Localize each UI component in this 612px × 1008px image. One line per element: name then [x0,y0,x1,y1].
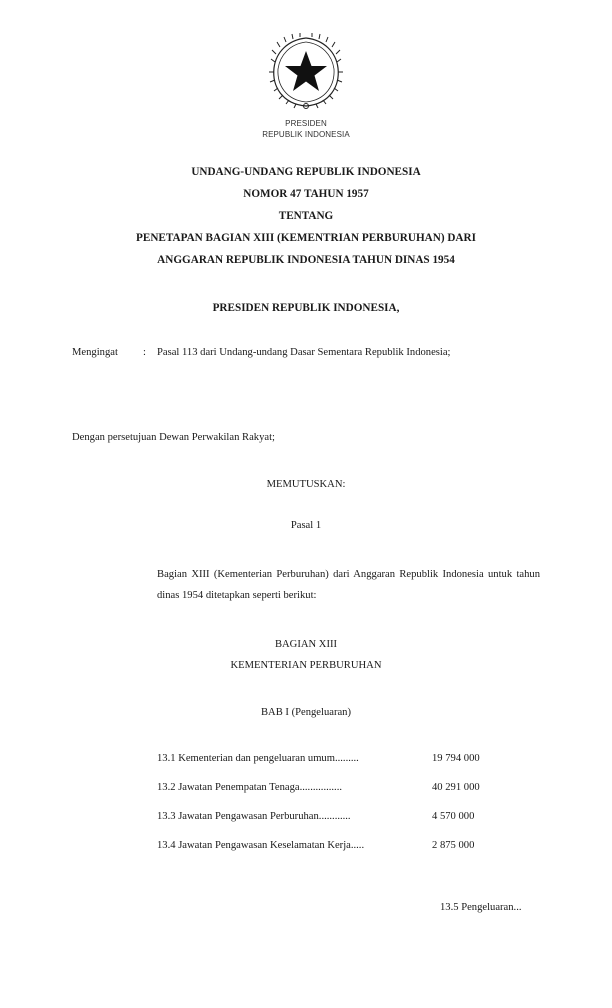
document-tentang: TENTANG [278,210,334,222]
document-number: NOMOR 47 TAHUN 1957 [243,188,369,200]
budget-row-amount: 2 875 000 [432,840,475,851]
bab-heading: BAB I (Pengeluaran) [260,707,352,718]
document-subject-line2: ANGGARAN REPUBLIK INDONESIA TAHUN DINAS 1954 [157,254,455,266]
mengingat-text: Pasal 113 dari Undang-undang Dasar Sementara Republik Indonesia; [157,347,451,358]
emblem-caption-line2: REPUBLIK INDONESIA [262,130,350,139]
pasal-1-text: Bagian XIII (Kementerian Perburuhan) dari Anggaran Republik Indonesia untuk tahun dinas 1954 ditetapkan seperti berikut: [157,569,540,601]
mengingat-colon: : [143,347,146,358]
president-heading: PRESIDEN REPUBLIK INDONESIA, [212,302,400,314]
bagian-heading: BAGIAN XIII [274,639,338,650]
budget-row-amount: 4 570 000 [432,811,475,822]
budget-row [157,811,475,822]
emblem-caption-line1: PRESIDEN [285,119,327,128]
budget-row [157,782,480,793]
budget-row [157,753,480,764]
continuation-text: 13.5 Pengeluaran... [440,902,522,913]
budget-row-amount: 40 291 000 [432,782,480,793]
budget-row-label: 13.1 Kementerian dan pengeluaran umum......... [157,753,359,764]
presidential-emblem-icon [266,32,346,112]
budget-row-label: 13.4 Jawatan Pengawasan Keselamatan Kerja..... [157,840,365,851]
budget-row-label: 13.2 Jawatan Penempatan Tenaga................ [157,782,342,793]
kementerian-heading: KEMENTERIAN PERBURUHAN [230,660,382,671]
budget-row-amount: 19 794 000 [432,753,480,764]
budget-row [157,840,475,851]
document-title-line1: UNDANG-UNDANG REPUBLIK INDONESIA [191,166,421,178]
mengingat-label: Mengingat [72,347,118,358]
pasal-1-heading: Pasal 1 [290,520,322,531]
memutuskan-heading: MEMUTUSKAN: [266,479,346,490]
budget-row-label: 13.3 Jawatan Pengawasan Perburuhan............ [157,811,351,822]
document-subject-line1: PENETAPAN BAGIAN XIII (KEMENTRIAN PERBURUHAN) DARI [136,232,476,244]
persetujuan-text: Dengan persetujuan Dewan Perwakilan Rakyat; [72,432,275,443]
